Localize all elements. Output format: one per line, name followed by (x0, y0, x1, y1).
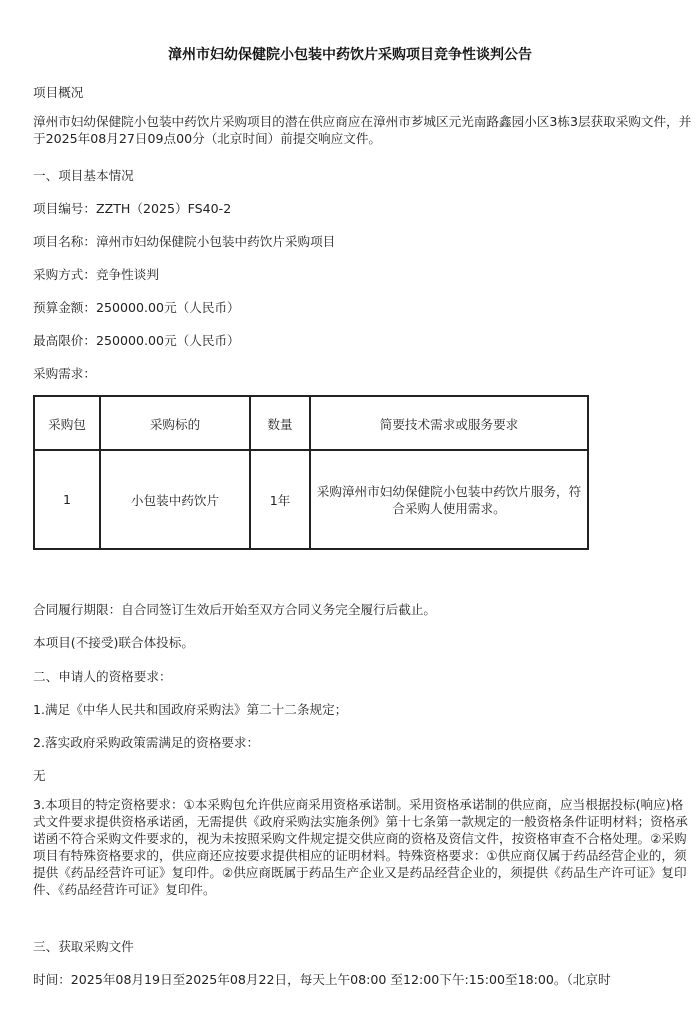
max-price: 最高限价：250000.00元（人民币） (33, 333, 240, 348)
requirements-label: 采购需求： (33, 366, 96, 381)
qualification-item-3: 3.本项目的特定资格要求：①本采购包允许供应商采用资格承诺制。采用资格承诺制的供应商，应当根据投标(响应)格式文件要求提供资格承诺函，无需提供《政府采购法实施条例》第十七条第一款规定的一般资格条件证明材料；资格承诺函不符合采购文件要求的，视为未按照采购文件规定提交供应商的资格及资信文件，按资格审查不合格处理。②采购项目有特殊资格要求的，供应商还应按要求提供相应的证明材料。特殊资格要求：①供应商仅属于药品经营企业的，须提供《药品经营许可证》复印件。②供应商既属于药品生产企业又是药品经营企业的，须提供《药品生产许可证》复印件、《药品经营许可证》复印件。 (33, 797, 688, 897)
qualification-item-1: 1.满足《中华人民共和国政府采购法》第二十二条规定； (33, 702, 348, 717)
qualification-item-2: 2.落实政府采购政策需满足的资格要求： (33, 735, 260, 750)
cell-quantity: 1年 (250, 450, 310, 549)
header-subject: 采购标的 (100, 396, 250, 450)
table-header-row (34, 396, 588, 450)
qualification-item-2-value: 无 (33, 768, 46, 783)
section3-heading: 三、获取采购文件 (33, 939, 134, 954)
header-requirements: 简要技术需求或服务要求 (310, 396, 588, 450)
table-row (34, 450, 588, 549)
section2-heading: 二、申请人的资格要求： (33, 669, 172, 684)
consortium-note: 本项目(不接受)联合体投标。 (33, 635, 194, 650)
cell-package: 1 (34, 450, 100, 549)
page-title: 漳州市妇幼保健院小包装中药饮片采购项目竞争性谈判公告 (168, 47, 532, 63)
project-number: 项目编号：ZZTH（2025）FS40-2 (33, 201, 232, 216)
budget-amount: 预算金额：250000.00元（人民币） (33, 300, 240, 315)
cell-requirements: 采购漳州市妇幼保健院小包装中药饮片服务，符合采购人使用需求。 (310, 450, 588, 549)
acquisition-time: 时间：2025年08月19日至2025年08月22日，每天上午08:00 至12:00下午:15:00至18:00。（北京时 (33, 972, 611, 987)
header-package: 采购包 (34, 396, 100, 450)
overview-heading: 项目概况 (33, 85, 84, 100)
section1-heading: 一、项目基本情况 (33, 168, 134, 183)
procurement-method: 采购方式：竞争性谈判 (33, 267, 159, 282)
requirements-table (33, 395, 589, 550)
cell-subject: 小包装中药饮片 (100, 450, 250, 549)
header-quantity: 数量 (250, 396, 310, 450)
contract-period: 合同履行期限：自合同签订生效后开始至双方合同义务完全履行后截止。 (33, 602, 436, 617)
overview-text: 漳州市妇幼保健院小包装中药饮片采购项目的潜在供应商应在漳州市芗城区元光南路鑫园小区3栋3层获取采购文件，并于2025年08月27日09点00分（北京时间）前提交响应文件。 (33, 114, 692, 146)
project-name: 项目名称：漳州市妇幼保健院小包装中药饮片采购项目 (33, 234, 336, 249)
